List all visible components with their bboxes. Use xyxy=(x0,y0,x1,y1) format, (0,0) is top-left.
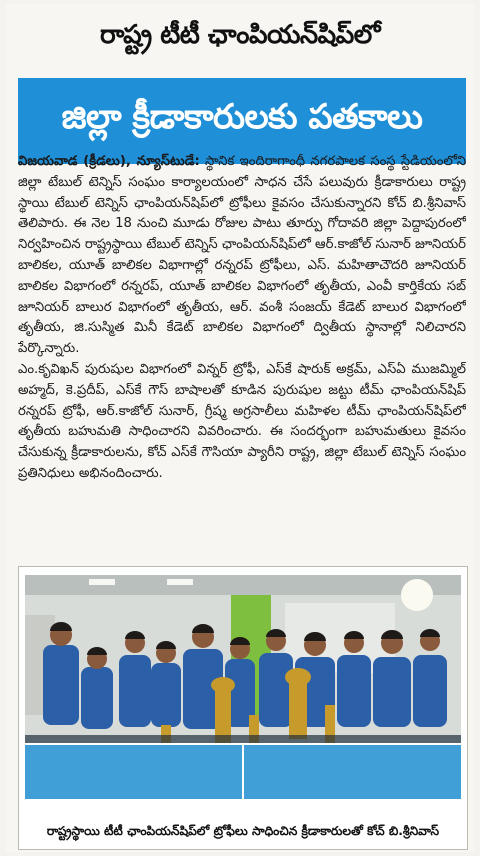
photo-caption: రాష్ట్రస్థాయి టీటీ ఛాంపియన్‌షిప్‌లో ట్రోఫీలు సాధించిన క్రీడాకారులతో కోచ్ బి.శ్రీనివాస్ xyxy=(46,823,440,838)
kicker-heading: రాష్ట్ర టీటీ ఛాంపియన్‌షిప్‌లో xyxy=(100,20,380,50)
photo-frame xyxy=(18,566,468,850)
paragraph-2: ఎం.కృవిఖన్ పురుషుల విభాగంలో విన్నర్ ట్రోఫీ, ఎస్‌కే షారుక్ అక్రమ్, ఎస్‌ఏ ముజమ్మిల్ అహ్మద్, కె.ప్రదీప్, ఎస్‌కే గౌస్ బాషాలతో కూడిన పురుషుల జట్టు టీమ్ ఛాంపియన్‌షిప్ రన్నరప్ ట్రోఫీ, ఆర్.కాజోల్ సునార్, గ్రీష్మ అగ్రసాలీలు మహిళల టీమ్ ఛాంపియన్‌షిప్‌లో తృతీయ బహుమతి సాధించారని వివరించారు. ఈ సందర్భంగా బహుమతులు కైవసం చేసుకున్న క్రీడాకారులను, కోచ్ ఎస్‌కే గౌసియా ప్యారీని రాష్ట్ర, జిల్లా టేబుల్ టెన్నిస్ సంఘం ప్రతినిధులు అభినందించారు. xyxy=(18,361,466,481)
article-body xyxy=(18,152,466,556)
team-photo-illustration xyxy=(25,575,461,799)
newspaper-clipping xyxy=(6,4,474,852)
team-photo xyxy=(25,575,461,799)
paragraph-1-text: స్థానిక ఇందిరాగాంధీ నగరపాలక సంస్థ స్టేడియంలోని జిల్లా టేబుల్ టెన్నిస్ సంఘం కార్యాలయంలో సాధన చేసే పలువురు క్రీడాకారులు రాష్ట్ర స్థాయి టేబుల్ టెన్నిస్ ఛాంపియన్‌షిప్‌లో ట్రోఫీలు కైవసం చేసుకున్నారని కోచ్ బి.శ్రీనివాస్ తెలిపారు. ఈ నెల 18 నుంచి మూడు రోజుల పాటు తూర్పు గోదావరి జిల్లా పెద్దాపురంలో నిర్వహించిన రాష్ట్రస్థాయి టేబుల్ టెన్నిస్ ఛాంపియన్‌షిప్‌లో ఆర్.కాజోల్ సునార్ జూనియర్ బాలికల, యూత్ బాలికల విభాగాల్లో రన్నరప్ ట్రోఫీలు, ఎస్. మహితాచౌదరి జూనియర్ బాలికల విభాగంలో రన్నరప్, యూత్ బాలికల విభాగంలో తృతీయ, ఎంవీ కార్తికేయ సబ్ జూనియర్ బాలుర విభాగంలో తృతీయ, ఆర్. వంశీ సంజయ్ కేడెట్ బాలుర విభాగంలో తృతీయ, జి.సుస్మిత మినీ కేడెట్ బాలికల విభాగంలో ద్వితీయ స్థానాల్లో నిలిచారని పేర్కొన్నారు. xyxy=(18,154,466,357)
headline: జిల్లా క్రీడాకారులకు పతకాలు xyxy=(61,97,423,137)
dateline: విజయవాడ (క్రీడలు), న్యూస్‌టుడే: xyxy=(18,154,200,169)
paragraph-1 xyxy=(18,152,466,360)
